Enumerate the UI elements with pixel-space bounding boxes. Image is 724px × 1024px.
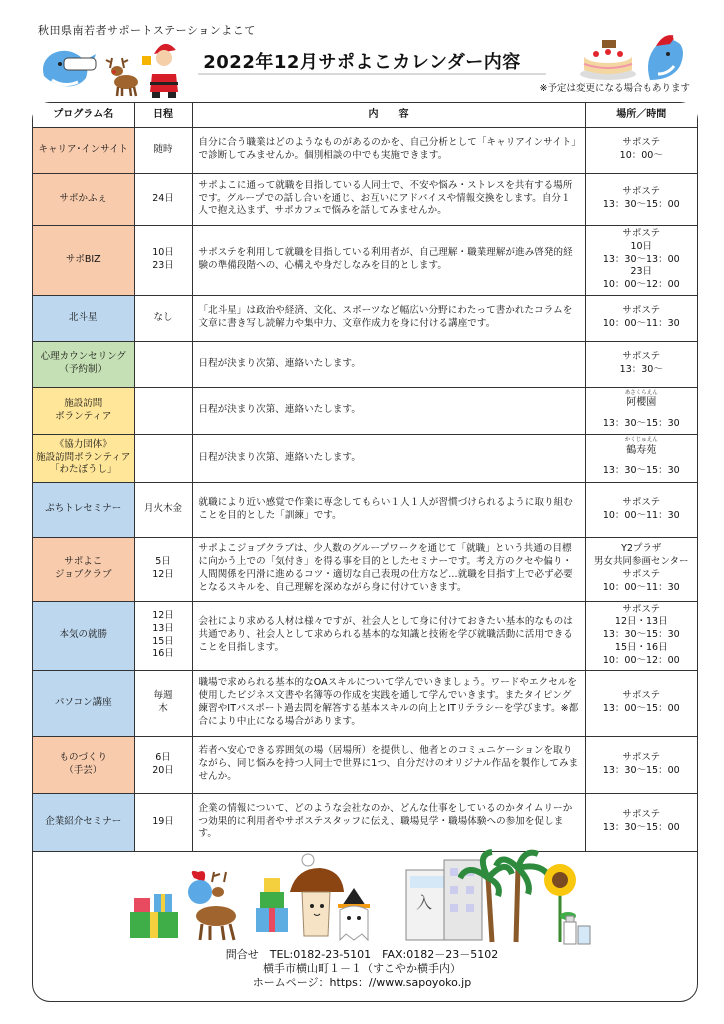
place-line: Y2プラザ	[621, 543, 662, 555]
place-line: サポステ	[622, 186, 661, 198]
homepage-link[interactable]: ホームページ：https：//www.sapoyoko.jp	[252, 976, 472, 989]
dolphin-santa-icon	[640, 30, 688, 84]
time-line: 13：30～15：30	[602, 417, 680, 429]
time-line: 13：30～15：00	[602, 199, 680, 210]
program-date: 19日	[134, 793, 192, 851]
program-place	[585, 173, 697, 225]
table-row	[33, 173, 697, 225]
program-date: なし	[134, 295, 192, 341]
table-row	[33, 225, 697, 295]
time-line: 10：00～11：30	[602, 318, 680, 329]
program-content: 「北斗星」は政治や経済、文化、スポーツなど幅広い分野にわたって書かれたコラムを文章に書き写し読解力や集中力、文章作成力を身に付ける講座です。	[192, 295, 585, 341]
column-header-content: 内 容	[192, 103, 585, 127]
time-line: 13：30～13：00	[602, 253, 680, 265]
program-place	[585, 434, 697, 482]
program-content: 企業の情報について、どのような会社なのか、どんな仕事をしているのかタイムリーかつ効果的に利用者やサポステスタッフに伝え、職場見学・職場体験への参加を促します。	[192, 793, 585, 851]
program-date: 10日 23日	[134, 225, 192, 295]
column-header-date: 日程	[134, 103, 192, 127]
program-name: 《協力団体》 施設訪問ボランティア 「わたぼうし」	[33, 434, 134, 482]
program-place	[585, 225, 697, 295]
program-date	[134, 387, 192, 434]
place-name: 鶴寿苑	[626, 444, 657, 456]
table-row	[33, 670, 697, 736]
table-row	[33, 295, 697, 341]
program-date: 毎週 木	[134, 670, 192, 736]
place-ruby: あさくらえん	[624, 389, 658, 396]
table-row	[33, 537, 697, 601]
milk-bottle-icon	[562, 912, 592, 946]
program-date: 6日 20日	[134, 736, 192, 793]
program-name: 本気の就勝	[33, 601, 134, 670]
program-date	[134, 341, 192, 387]
place-line: サポステ	[622, 809, 661, 821]
contact-info: 問合せ TEL:0182-23-5101 FAX:0182－23－5102	[225, 948, 499, 961]
program-date: 12日 13日 15日 16日	[134, 601, 192, 670]
program-content: 日程が決まり次第、連絡いたします。	[192, 434, 585, 482]
program-name: ぷちトレセミナー	[33, 482, 134, 537]
table-row	[33, 736, 697, 793]
program-place	[585, 601, 697, 670]
reindeer-icon	[178, 868, 244, 942]
christmas-cake-icon	[578, 34, 638, 82]
address: 横手市横山町１－１（すこやか横手内）	[263, 962, 461, 975]
gift-boxes-icon	[128, 890, 180, 942]
date-line: 15日・16日	[614, 641, 668, 653]
program-place	[585, 482, 697, 537]
program-content: 自分に合う職業はどのようなものがあるのかを、自己分析として「キャリアインサイト」で診断してみませんか。個別相談の中でも実施できます。	[192, 127, 585, 173]
time-line: 10：00～12：00	[602, 279, 680, 291]
program-name: 施設訪問 ボランティア	[33, 387, 134, 434]
program-name: 北斗星	[33, 295, 134, 341]
place-line: サポステ	[622, 603, 661, 615]
place-line: サポステ	[622, 351, 661, 363]
program-content: 日程が決まり次第、連絡いたします。	[192, 387, 585, 434]
column-header-program: プログラム名	[33, 103, 134, 127]
time-line: 10：00～12：00	[602, 654, 680, 666]
place-line: 男女共同参画センター	[593, 556, 689, 568]
program-content: 就職により近い感覚で作業に専念してもらい１人１人が習慣づけられるように取り組むことを目的とした「訓練」です。	[192, 482, 585, 537]
calendar-table	[33, 103, 697, 852]
place-line: サポステ	[622, 227, 661, 239]
program-place	[585, 736, 697, 793]
place-ruby: かくじゅえん	[624, 437, 658, 444]
svg-text:入: 入	[416, 893, 433, 912]
program-name: ものづくり （手芸）	[33, 736, 134, 793]
date-line: 10日	[630, 240, 653, 252]
time-line: 10：00～11：30	[602, 581, 680, 593]
page-title: 2022年12月サポよこカレンダー内容	[203, 52, 521, 73]
time-line: 13：30～15：30	[602, 629, 680, 641]
program-date: 月火木金	[134, 482, 192, 537]
program-content: 若者へ安心できる雰囲気の場（居場所）を提供し、他者とのコミュニケーションを取りながら、同じ悩みを持つ人同士で世界に1つ、自分だけのオリジナル作品を製作してみませんか。	[192, 736, 585, 793]
program-place	[585, 537, 697, 601]
program-place	[585, 387, 697, 434]
date-line: 12日・13日	[614, 616, 668, 628]
program-place	[585, 793, 697, 851]
table-row	[33, 793, 697, 851]
ghost-icon	[334, 888, 374, 944]
program-name: 企業紹介セミナー	[33, 793, 134, 851]
program-name: 心理カウンセリング （予約制）	[33, 341, 134, 387]
program-name: パソコン講座	[33, 670, 134, 736]
place-line: サポステ	[622, 496, 661, 508]
table-row	[33, 387, 697, 434]
organization-name: 秋田県南若者サポートステーションよこて	[38, 24, 256, 37]
program-content: 会社により求める人材は様々ですが、社会人として身に付けておきたい基本的なものは共通であり、社会人として求められる基本的な知識と技術を学び就職活動に活用できることを目指します。	[192, 601, 585, 670]
program-name: サポかふぇ	[33, 173, 134, 225]
change-notice: ※予定は変更になる場合もあります	[539, 83, 690, 94]
place-line: サポステ	[622, 305, 661, 317]
program-place	[585, 670, 697, 736]
program-content: サポステを利用して就職を目指している利用者が、自己理解・職業理解が進み啓発的経験の準備段階への、心構えや身だしなみを目的とします。	[192, 225, 585, 295]
time-line: 13：30～15：30	[602, 465, 680, 477]
program-content: 職場で求められる基本的なOAスキルについて学んでいきましょう。ワードやエクセルを使用したビジネス文書や名簿等の作成を実践を通して学んでいきます。またタイピング練習やITパスポート過去問を解答する基本スキルの向上とITリテラシーを学びます。※都合により中止になる場合があります。	[192, 670, 585, 736]
program-content: サポよこに通って就職を目指している人同士で、不安や悩み・ストレスを共有する場所です。グループでの話し合いを通じ、お互いにアドバイスや情報交換をします。自分１人で抱え込まず、サポカフェで悩みを話してみませんか。	[192, 173, 585, 225]
time-line: 13：00～15：00	[602, 703, 680, 715]
time-line: 13：30～15：00	[602, 822, 680, 834]
place-line: サポステ	[622, 751, 661, 763]
place-line: サポステ	[622, 690, 661, 702]
program-date	[134, 434, 192, 482]
place-line: サポステ	[622, 569, 661, 580]
program-name: サポよこ ジョブクラブ	[33, 537, 134, 601]
program-date: 24日	[134, 173, 192, 225]
program-place	[585, 127, 697, 173]
program-name: サポBIZ	[33, 225, 134, 295]
column-header-place-time: 場所／時間	[585, 103, 697, 127]
program-place	[585, 341, 697, 387]
program-date: 5日 12日	[134, 537, 192, 601]
table-row	[33, 127, 697, 173]
date-line: 23日	[630, 266, 653, 278]
place-line: サポステ	[622, 137, 661, 149]
table-header-row	[33, 103, 697, 127]
time-line: 13：30～	[619, 364, 663, 375]
program-name: キャリア･インサイト	[33, 127, 134, 173]
program-date: 随時	[134, 127, 192, 173]
program-content: 日程が決まり次第、連絡いたします。	[192, 341, 585, 387]
table-row	[33, 341, 697, 387]
table-row	[33, 482, 697, 537]
program-place	[585, 295, 697, 341]
program-content: サポよこジョブクラブは、少人数のグループワークを通じて「就職」という共通の目標に向かう上での「気付き」を得る事を目的としたセミナーです。考え方のクセや偏り・人間関係を円滑に進めるコツ・適切な自己表現の仕方など…就職を目指す上で必ず必要となるスキルを、自己理解を深めながら身に付けていきます。	[192, 537, 585, 601]
time-line: 10：00～11：30	[602, 509, 680, 521]
time-line: 10：00～	[619, 150, 663, 161]
title-underline	[198, 73, 546, 75]
table-row	[33, 601, 697, 670]
time-line: 13：30～15：00	[602, 764, 680, 776]
place-name: 阿櫻園	[626, 397, 657, 409]
table-row	[33, 434, 697, 482]
